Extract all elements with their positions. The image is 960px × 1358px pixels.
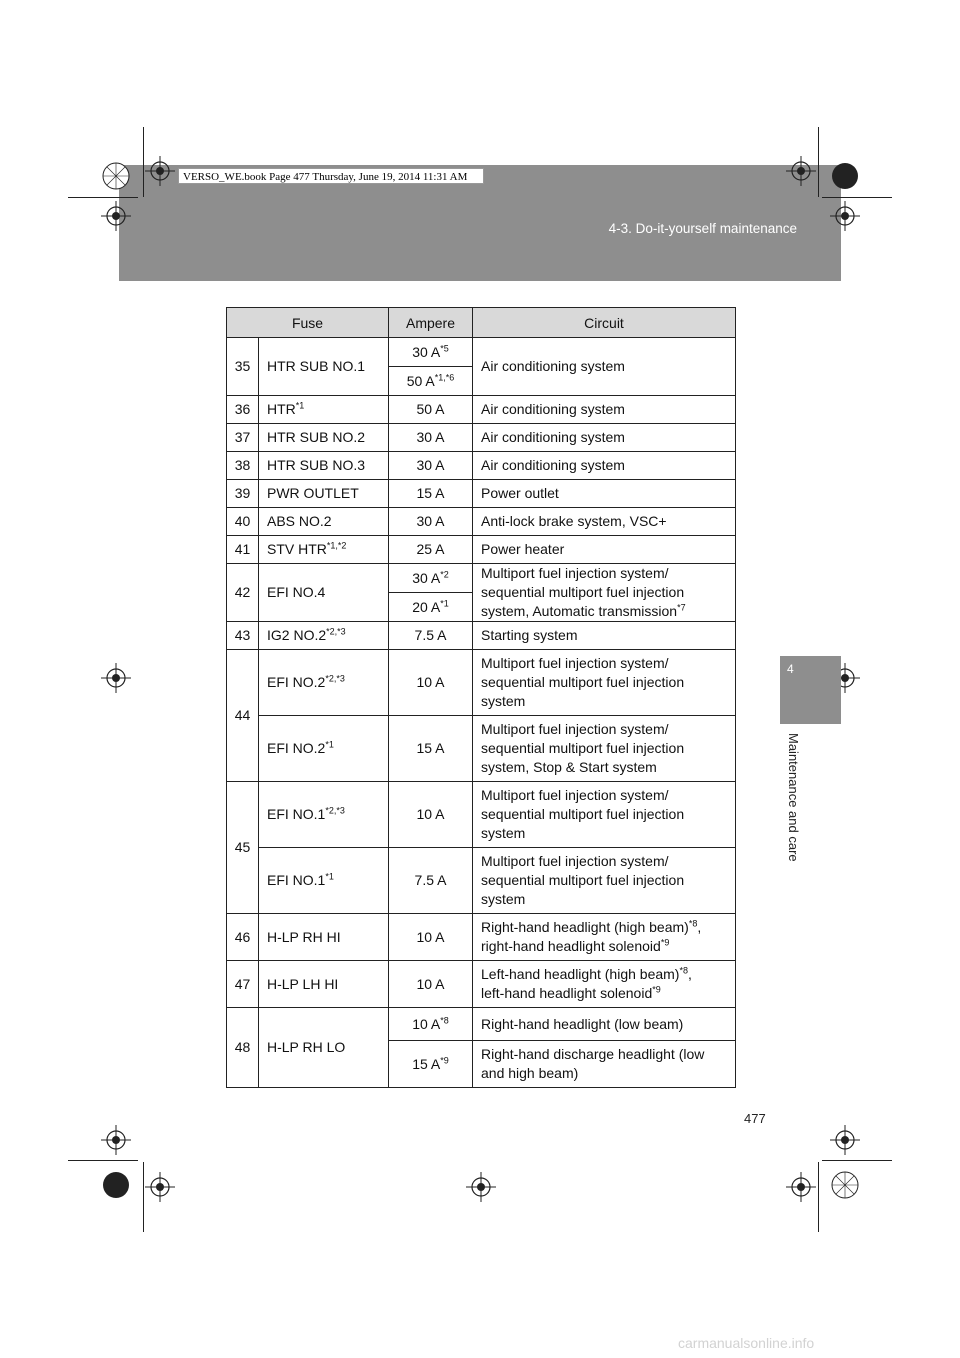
registration-mark-icon: [830, 201, 860, 231]
table-row: [227, 452, 736, 480]
fuse-name: HTR SUB NO.1: [259, 338, 389, 396]
fuse-ampere: 10 A: [389, 914, 473, 961]
fuse-circuit: Multiport fuel injection system/ sequential multiport fuel injection system: [473, 782, 736, 848]
registration-mark-icon: [101, 1170, 131, 1200]
column-header-ampere: Ampere: [389, 308, 473, 338]
fuse-name: EFI NO.1$^{*1}$: [259, 848, 389, 914]
fuse-circuit: Anti-lock brake system, VSC+: [473, 508, 736, 536]
fuse-number: 41: [227, 536, 259, 564]
table-row: [227, 961, 736, 1008]
fuse-number: 46: [227, 914, 259, 961]
fuse-circuit: Left-hand headlight (high beam)$^{*8}$, left-hand headlight solenoid$^{*9}$: [473, 961, 736, 1008]
crop-line: [68, 197, 138, 198]
fuse-name: H-LP LH HI: [259, 961, 389, 1008]
fuse-number: 38: [227, 452, 259, 480]
registration-mark-icon: [101, 201, 131, 231]
fuse-name: PWR OUTLET: [259, 480, 389, 508]
table-row: [227, 650, 736, 716]
fuse-circuit: Multiport fuel injection system/ sequential multiport fuel injection system, Automatic transmission$^{*7}$: [473, 564, 736, 622]
fuse-number: 40: [227, 508, 259, 536]
fuse-name: EFI NO.4: [259, 564, 389, 622]
registration-mark-icon: [145, 1172, 175, 1202]
registration-mark-icon: [830, 1170, 860, 1200]
fuse-circuit: Air conditioning system: [473, 452, 736, 480]
fuse-circuit: Right-hand headlight (low beam): [473, 1008, 736, 1041]
crop-line: [143, 1162, 144, 1232]
registration-mark-icon: [101, 161, 131, 191]
fuse-name: EFI NO.2$^{*1}$: [259, 716, 389, 782]
fuse-circuit: Air conditioning system: [473, 338, 736, 396]
fuse-ampere: 50 A: [389, 396, 473, 424]
crop-line: [822, 1160, 892, 1161]
crop-line: [143, 127, 144, 197]
registration-mark-icon: [145, 156, 175, 186]
fuse-ampere: 30 $A^{*5}$: [389, 338, 473, 367]
chapter-label: Maintenance and care: [786, 733, 801, 862]
fuse-ampere: 15 A: [389, 716, 473, 782]
fuse-name: ABS NO.2: [259, 508, 389, 536]
crop-line: [818, 1162, 819, 1232]
watermark: carmanualsonline.info: [678, 1335, 815, 1351]
fuse-ampere: 30 A: [389, 508, 473, 536]
fuse-circuit: Air conditioning system: [473, 396, 736, 424]
fuse-number: 39: [227, 480, 259, 508]
fuse-ampere: 10 A: [389, 961, 473, 1008]
fuse-number: 44: [227, 650, 259, 782]
fuse-circuit: Air conditioning system: [473, 424, 736, 452]
fuse-ampere: 50 $A^{*1,*6}$: [389, 367, 473, 396]
fuse-circuit: Power heater: [473, 536, 736, 564]
fuse-ampere: 20 $A^{*1}$: [389, 593, 473, 622]
fuse-name: HTR$^{*1}$: [259, 396, 389, 424]
fuse-number: 37: [227, 424, 259, 452]
crop-line: [818, 127, 819, 197]
registration-mark-icon: [830, 1125, 860, 1155]
page-number: 477: [744, 1111, 766, 1126]
fuse-name: HTR SUB NO.3: [259, 452, 389, 480]
book-stamp: VERSO_WE.book Page 477 Thursday, June 19, 2014 11:31 AM: [178, 168, 484, 184]
table-row: [227, 564, 736, 593]
fuse-ampere: 30 A: [389, 424, 473, 452]
fuse-name: HTR SUB NO.2: [259, 424, 389, 452]
fuse-ampere: 10 A: [389, 782, 473, 848]
registration-mark-icon: [786, 156, 816, 186]
fuse-circuit: Starting system: [473, 622, 736, 650]
registration-mark-icon: [101, 1125, 131, 1155]
table-row: [227, 536, 736, 564]
table-row: [227, 782, 736, 848]
fuse-name: H-LP RH LO: [259, 1008, 389, 1088]
table-row: [227, 848, 736, 914]
table-row: [227, 480, 736, 508]
column-header-circuit: Circuit: [473, 308, 736, 338]
fuse-ampere: 25 A: [389, 536, 473, 564]
table-row: [227, 396, 736, 424]
chapter-number: 4: [787, 662, 794, 676]
fuse-circuit: Right-hand discharge headlight (low and high beam): [473, 1041, 736, 1088]
section-title: 4-3. Do-it-yourself maintenance: [608, 221, 797, 236]
fuse-ampere: 10 $A^{*8}$: [389, 1008, 473, 1041]
table-row: [227, 622, 736, 650]
column-header-fuse: Fuse: [227, 308, 389, 338]
fuse-number: 47: [227, 961, 259, 1008]
fuse-circuit: Multiport fuel injection system/ sequential multiport fuel injection system: [473, 650, 736, 716]
table-row: [227, 508, 736, 536]
fuse-circuit: Multiport fuel injection system/ sequential multiport fuel injection system, Stop & Start system: [473, 716, 736, 782]
table-row: [227, 1008, 736, 1041]
fuse-number: 43: [227, 622, 259, 650]
fuse-table: [226, 307, 736, 1088]
table-header-row: [227, 308, 736, 338]
table-row: [227, 424, 736, 452]
fuse-number: 48: [227, 1008, 259, 1088]
fuse-number: 42: [227, 564, 259, 622]
crop-line: [68, 1160, 138, 1161]
fuse-ampere: 30 $A^{*2}$: [389, 564, 473, 593]
fuse-number: 35: [227, 338, 259, 396]
fuse-name: STV $HTR^{*1,*2}$: [259, 536, 389, 564]
registration-mark-icon: [101, 663, 131, 693]
table-row: [227, 914, 736, 961]
fuse-circuit: Right-hand headlight (high beam)$^{*8}$, right-hand headlight solenoid$^{*9}$: [473, 914, 736, 961]
registration-mark-icon: [830, 161, 860, 191]
fuse-ampere: 30 A: [389, 452, 473, 480]
registration-mark-icon: [466, 1172, 496, 1202]
fuse-name: EFI $NO.1^{*2,*3}$: [259, 782, 389, 848]
table-row: [227, 338, 736, 367]
fuse-number: 36: [227, 396, 259, 424]
fuse-ampere: 10 A: [389, 650, 473, 716]
fuse-circuit: Multiport fuel injection system/ sequential multiport fuel injection system: [473, 848, 736, 914]
fuse-name: H-LP RH HI: [259, 914, 389, 961]
fuse-circuit: Power outlet: [473, 480, 736, 508]
fuse-number: 45: [227, 782, 259, 914]
fuse-ampere: 7.5 A: [389, 622, 473, 650]
table-row: [227, 716, 736, 782]
registration-mark-icon: [786, 1172, 816, 1202]
fuse-name: IG2 $NO.2^{*2,*3}$: [259, 622, 389, 650]
crop-line: [822, 197, 892, 198]
fuse-ampere: 7.5 A: [389, 848, 473, 914]
fuse-ampere: 15 A: [389, 480, 473, 508]
fuse-ampere: 15 $A^{*9}$: [389, 1041, 473, 1088]
fuse-name: EFI $NO.2^{*2,*3}$: [259, 650, 389, 716]
